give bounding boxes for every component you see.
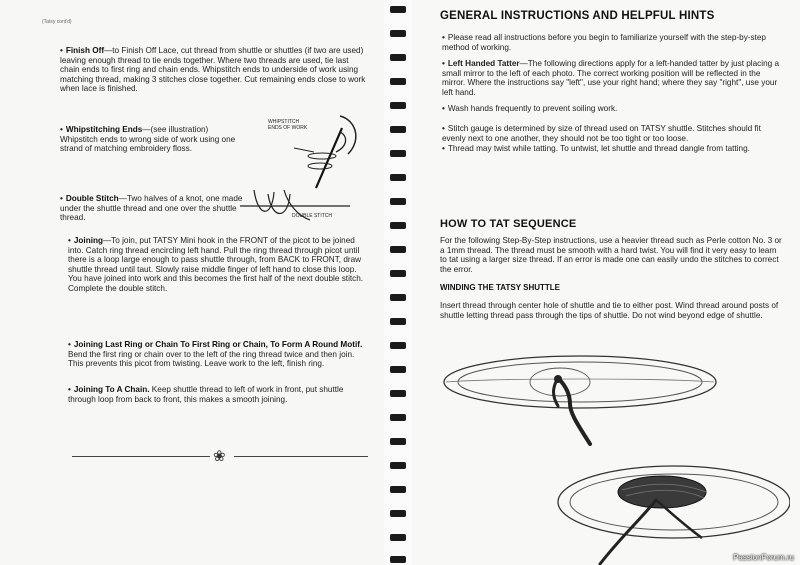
binding-coil xyxy=(390,390,406,397)
left-page xyxy=(0,0,384,565)
double-stitch-paragraph: • Double Stitch—Two halves of a knot, one made under the shuttle thread and one over the shuttle thread. xyxy=(60,194,243,223)
double-stitch-text: —Two halves of a knot, one made under the shuttle thread and one over the shuttle thread. xyxy=(60,194,243,223)
binding-coil xyxy=(390,174,406,181)
hint-text: Wash hands frequently to prevent soiling work. xyxy=(447,104,618,113)
watermark: PassionForum.ru xyxy=(733,553,794,562)
binding-coil xyxy=(390,246,406,253)
double-stitch-label: DOUBLE STITCH xyxy=(292,213,333,219)
finish-off-title: Finish Off xyxy=(65,46,105,55)
binding-coil xyxy=(390,6,406,13)
whipstitching-paragraph: • Whipstitching Ends—(see illustration) Whipstitch ends to wrong side of work using one strand of matching embroidery floss. xyxy=(60,125,236,154)
binding-coil xyxy=(390,270,406,277)
hint-item: • Thread may twist while tatting. To untwist, let shuttle and thread dangle from tatting. xyxy=(442,144,750,153)
binding-coil xyxy=(390,366,406,373)
binding-coil xyxy=(390,102,406,109)
how-to-tat-text: For the following Step-By-Step instructions, use a heavier thread such as Perle cotton No. 3 or a 1mm thread. The thread must be smooth with a hard twist. You will find it very easy to learn to tat using a larger size thread. If an error is made one can easily undo the stitches to correct the error. xyxy=(440,236,782,274)
whipstitch-illustration xyxy=(244,112,374,192)
winding-text: Insert thread through center hole of shuttle and tie to either post. Wind thread around posts of shuttle letting thread pass through the tips of shuttle. Do not wind beyond edge of shuttle. xyxy=(440,301,779,320)
finish-off-paragraph: • Finish Off—to Finish Off Lace, cut thread from shuttle or shuttles (if two are used) leaving enough thread to tie ends together. Where two threads are used, tie last chain ends to first ring and chain ends. Whipstitch ends to underside of work using matching thread, making 3 stitches close together. Cut remaining ends close to work when lace is finished. xyxy=(60,46,366,94)
binding-coil xyxy=(390,318,406,325)
finish-off-text: —to Finish Off Lace, cut thread from shuttle or shuttles (if two are used) leaving enough thread to tie ends together. Where two threads are used, tie last chain ends to first ring and chain ends. Whipstitch ends to underside of work using matching thread, making 3 stitches close together. Cut remaining ends close to work when lace is finished. xyxy=(60,46,366,94)
joining-text: —To join, put TATSY Mini hook in the FRONT of the picot to be joined into. Catch ring thread encircling left hand. Pull the ring thread through picot until there is a loop large enough to pass shuttle through, from BACK to FRONT, draw shuttle thread until taut. Slowly raise middle finger of left hand to close this loop. You have joined into work and this becomes the first half of the next double stitch. Complete the double stitch. xyxy=(68,236,364,293)
hint-title: Left Handed Tatter xyxy=(447,59,520,68)
binding-coil xyxy=(390,198,406,205)
hint-item: • Left Handed Tatter—The following directions apply for a left-handed tatter by just placing a small mirror to the left of each photo. The correct working position will be reflected in the mirror. Where the instructions say "left", use your right hand; where they say "right", use your left hand. xyxy=(442,59,780,97)
hint-text: Stitch gauge is determined by size of thread used on TATSY shuttle. Stitches should fit evenly next to one another, they should not be too tight or too loose. xyxy=(442,124,761,143)
joining-chain-title: Joining To A Chain. xyxy=(73,385,150,394)
binding-coil xyxy=(390,414,406,421)
whipstitch-label: WHIPSTITCH ENDS OF WORK xyxy=(268,119,308,131)
binding-coil xyxy=(390,30,406,37)
binding-coil xyxy=(390,534,406,541)
binding-coil xyxy=(390,462,406,469)
joining-chain-paragraph: • Joining To A Chain. Keep shuttle thread to left of work in front, put shuttle through loop from back to front, this makes a smooth joining. xyxy=(68,385,344,404)
running-head: (Tatsy cont'd) xyxy=(42,19,72,25)
divider-right xyxy=(234,456,368,457)
double-stitch-illustration xyxy=(238,184,356,228)
winding-heading: WINDING THE TATSY SHUTTLE xyxy=(440,283,560,292)
hint-text: —The following directions apply for a left-handed tatter by just placing a small mirror to the left of each photo. The correct working position will be reflected in the mirror. Where the instructions say "left", use your right hand; where they say "right", use your left hand. xyxy=(442,59,780,97)
general-instructions-heading: GENERAL INSTRUCTIONS AND HELPFUL HINTS xyxy=(440,10,715,22)
shuttle-illustration xyxy=(440,352,790,565)
binding-coil xyxy=(390,78,406,85)
binding-coil xyxy=(390,486,406,493)
binding-coil xyxy=(390,150,406,157)
flower-ornament-icon: ❀ xyxy=(213,448,226,465)
joining-paragraph: • Joining—To join, put TATSY Mini hook in the FRONT of the picot to be joined into. Catch ring thread encircling left hand. Pull the ring thread through picot until there is a loop large enough to pass shuttle through, from BACK to FRONT, draw shuttle thread until taut. Slowly raise middle finger of left hand to close this loop. You have joined into work and this becomes the first half of the next double stitch. Complete the double stitch. xyxy=(68,236,364,293)
joining-last-ring-title: Joining Last Ring or Chain To First Ring or Chain, To Form A Round Motif. xyxy=(73,340,363,349)
divider-left xyxy=(72,456,210,457)
hint-item: • Wash hands frequently to prevent soiling work. xyxy=(442,104,618,113)
right-page xyxy=(412,0,800,565)
binding-coil xyxy=(390,222,406,229)
binding-coil xyxy=(390,510,406,517)
spiral-binding xyxy=(384,0,412,565)
whipstitching-title: Whipstitching Ends xyxy=(65,125,143,134)
hint-item: • Please read all instructions before you begin to familiarize yourself with the step-by-step method of working. xyxy=(442,33,766,52)
binding-coil xyxy=(390,438,406,445)
joining-chain-text: Keep shuttle thread to left of work in front, put shuttle through loop from back to front, this makes a smooth joining. xyxy=(68,385,344,404)
whipstitching-text: —(see illustration) Whipstitch ends to wrong side of work using one strand of matching embroidery floss. xyxy=(60,125,236,154)
joining-title: Joining xyxy=(73,236,103,245)
binding-coil xyxy=(390,342,406,349)
how-to-tat-heading: HOW TO TAT SEQUENCE xyxy=(440,218,577,230)
binding-coil xyxy=(390,54,406,61)
joining-last-ring-paragraph: • Joining Last Ring or Chain To First Ring or Chain, To Form A Round Motif. Bend the first ring or chain over to the left of the ring thread twice and then join. This prevents this picot from twisting. Leave work to the left, finish ring. xyxy=(68,340,363,369)
hint-text: Thread may twist while tatting. To untwist, let shuttle and thread dangle from tatting. xyxy=(447,144,750,153)
double-stitch-title: Double Stitch xyxy=(65,194,119,203)
binding-coil xyxy=(390,556,406,563)
binding-coil xyxy=(390,126,406,133)
binding-coil xyxy=(390,294,406,301)
hint-text: Please read all instructions before you begin to familiarize yourself with the step-by-step method of working. xyxy=(442,33,766,52)
hint-item: • Stitch gauge is determined by size of thread used on TATSY shuttle. Stitches should fit evenly next to one another, they should not be too tight or too loose. xyxy=(442,124,761,143)
joining-last-ring-text: Bend the first ring or chain over to the left of the ring thread twice and then join. This prevents this picot from twisting. Leave work to the left, finish ring. xyxy=(68,349,355,369)
